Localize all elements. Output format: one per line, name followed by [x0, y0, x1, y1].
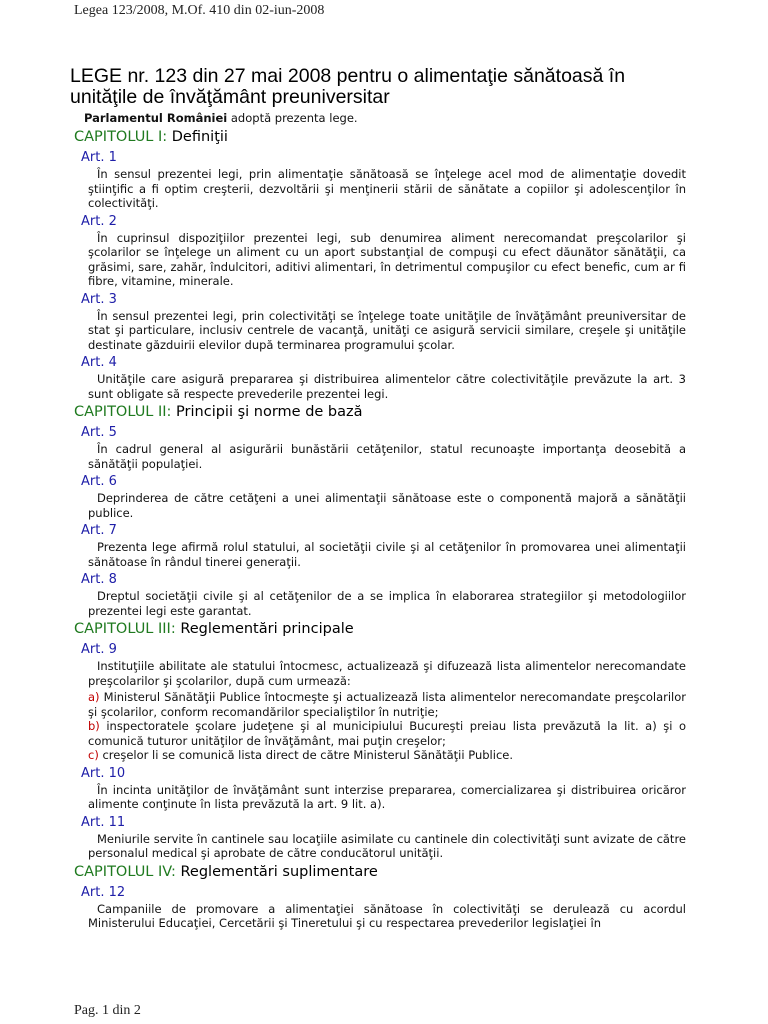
adoption-subject: Parlamentul României	[84, 111, 228, 125]
chapter-name: Reglementări principale	[180, 621, 354, 637]
article-title: Art. 2	[81, 213, 117, 229]
chapter-name: Reglementări suplimentare	[180, 863, 378, 880]
document-body	[68, 66, 686, 933]
chapter-name: Definiţii	[171, 129, 228, 145]
article-title: Art. 7	[81, 523, 117, 538]
running-header: Legea 123/2008, M.Of. 410 din 02-iun-2008	[74, 3, 325, 18]
list-item	[88, 719, 686, 748]
article-title: Art. 12	[81, 884, 126, 900]
article-text: Meniurile servite în cantinele sau locaţiile asimilate cu cantinele din colectivităţi sunt avizate de către personalul medical şi aprobate de către conducătorul unităţii.	[88, 831, 686, 860]
chapter-heading	[74, 128, 686, 147]
page-title: LEGE nr. 123 din 27 mai 2008 pentru o alimentaţie sănătoasă în unităţile de învăţământ preuniversitar	[70, 65, 626, 108]
article-title: Art. 9	[81, 642, 117, 657]
article-title: Art. 4	[81, 355, 117, 370]
list-item	[88, 748, 686, 763]
article-title: Art. 11	[81, 814, 126, 830]
chapter-label: CAPITOLUL IV:	[74, 863, 176, 880]
article-text: Dreptul societăţii civile şi al cetăţenilor de a se implica în elaborarea strategiilor şi metodologiilor prezentei legi este garantat.	[88, 589, 686, 618]
list-item	[88, 690, 686, 719]
article-text: În cuprinsul dispoziţiilor prezentei legi, sub denumirea aliment nerecomandat preşcolarilor şi şcolarilor se înţelege un aliment cu un aport substanţial de compuşi cu efect dăunător sănătăţii, ca grăsimi, sare, zahăr, îndulcitori, aditivi alimentari, în detrimentul compuşilor cu efect benefic, cum ar fi fibre, vitamine, minerale.	[88, 230, 686, 288]
chapter-heading	[74, 403, 686, 422]
article-title: Art. 1	[81, 150, 117, 165]
item-letter: a)	[88, 690, 100, 704]
article-text: În sensul prezentei legi, prin alimentaţie sănătoasă se înţelege acel mod de alimentaţie dovedit ştiinţific a fi optim creşterii, dezvoltării şi menţinerii stării de sănătate a copiilor şi adolescenţilor în colectivităţi.	[88, 167, 686, 210]
page-number-footer: Pag. 1 din 2	[74, 1003, 141, 1018]
article-text: În cadrul general al asigurării bunăstării cetăţenilor, statul recunoaşte importanţa deosebită a sănătăţii populaţiei.	[88, 442, 686, 471]
chapter-label: CAPITOLUL II:	[74, 404, 172, 420]
article-text: În incinta unităţilor de învăţământ sunt interzise prepararea, comercializarea şi distribuirea oricăror alimente conţinute în lista prevăzută la art. 9 lit. a).	[88, 782, 686, 811]
article-text: Prezenta lege afirmă rolul statului, al societăţii civile şi al cetăţenilor în promovarea unei alimentaţii sănătoase în rândul tinerei generaţii.	[88, 540, 686, 569]
item-text: Ministerul Sănătăţii Publice întocmeşte şi actualizează lista alimentelor nerecomandate preşcolarilor şi şcolarilor, conform recomandărilor specialiştilor în nutriţie;	[88, 690, 686, 719]
adoption-formula	[84, 111, 686, 126]
chapter-label: CAPITOLUL I:	[74, 129, 168, 145]
article-title: Art. 3	[81, 291, 117, 307]
chapter-heading	[74, 620, 686, 639]
article-text: Unităţile care asigură prepararea şi distribuirea alimentelor către colectivităţile prevăzute la art. 3 sunt obligate să respecte prevederile prezentei legi.	[88, 372, 686, 401]
article-title: Art. 5	[81, 425, 117, 440]
item-letter: b)	[88, 719, 100, 733]
item-text: creşelor li se comunică lista direct de către Ministerul Sănătăţii Publice.	[98, 748, 513, 762]
article-title: Art. 8	[81, 572, 117, 587]
item-text: inspectoratele şcolare judeţene şi al municipiului Bucureşti preiau lista prevăzută la lit. a) şi o comunică tuturor unităţilor de învăţământ, mai puţin creşelor;	[88, 719, 686, 748]
chapter-heading	[74, 863, 686, 882]
article-title: Art. 10	[81, 765, 126, 781]
adoption-text: adoptă prezenta lege.	[227, 111, 358, 125]
item-letter: c)	[88, 748, 99, 762]
article-text: Instituţiile abilitate ale statului întocmesc, actualizează şi difuzează lista alimentelor nerecomandate preşcolarilor şi şcolarilor, după cum urmează:	[88, 659, 686, 688]
chapter-label: CAPITOLUL III:	[74, 621, 176, 637]
chapter-name: Principii şi norme de bază	[176, 404, 363, 420]
article-title: Art. 6	[81, 474, 117, 489]
article-text: În sensul prezentei legi, prin colectivităţi se înţelege toate unităţile de învăţământ preuniversitar de stat şi particulare, inclusiv centrele de vacanţă, unităţi ce asigură servicii similare, creşele şi unităţile destinate găzduirii elevilor după terminarea programului şcolar.	[88, 308, 686, 352]
article-text: Campaniile de promovare a alimentaţiei sănătoase în colectivităţi se derulează cu acordul Ministerului Educaţiei, Cercetării şi Tineretului şi cu respectarea prevederilor legislaţiei în	[88, 901, 686, 930]
article-text: Deprinderea de către cetăţeni a unei alimentaţii sănătoase este o componentă majoră a sănătăţii publice.	[88, 491, 686, 520]
